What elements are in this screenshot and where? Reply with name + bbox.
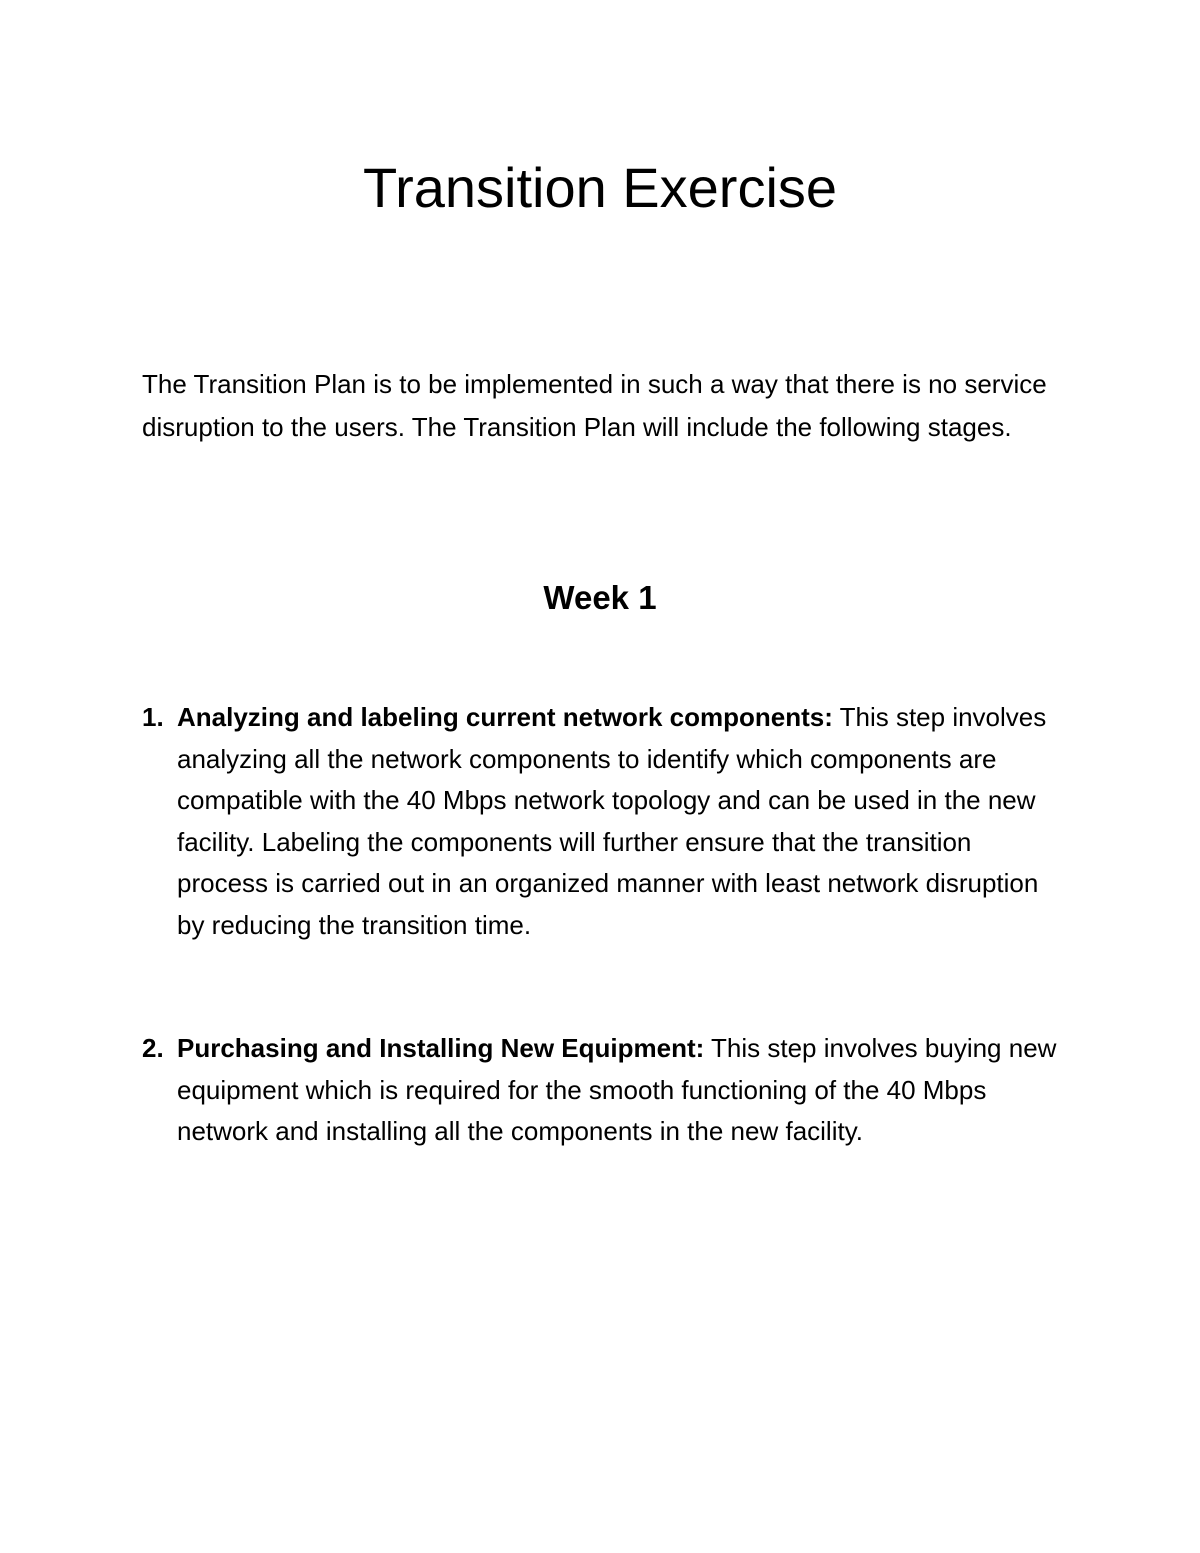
intro-paragraph: The Transition Plan is to be implemented in such a way that there is no service disruption to the users. The Transition Plan will include the following stages. — [142, 369, 1047, 442]
list-item-number: 2. — [142, 1033, 164, 1063]
list-item-title: Analyzing and labeling current network components: — [177, 702, 833, 732]
list-item-text: This step involves analyzing all the network components to identify which components are compatible with the 40 Mbps network topology and can be used in the new facility. Labeling the components will further ensure that the transition process is carried out in an organized manner with least network disruption by reducing the transition time. — [177, 702, 1047, 940]
list-item-title: Purchasing and Installing New Equipment: — [177, 1033, 705, 1063]
list-item-body — [177, 697, 1062, 946]
list-item-number: 1. — [142, 702, 164, 732]
list-item — [142, 1028, 1062, 1153]
week-heading: Week 1 — [543, 579, 657, 616]
list-item — [142, 697, 1062, 946]
page-title: Transition Exercise — [362, 156, 838, 219]
list-item-text: This step involves buying new equipment which is required for the smooth functioning of the 40 Mbps network and installing all the components in the new facility. — [177, 1033, 1057, 1146]
list-item-body — [177, 1028, 1062, 1153]
